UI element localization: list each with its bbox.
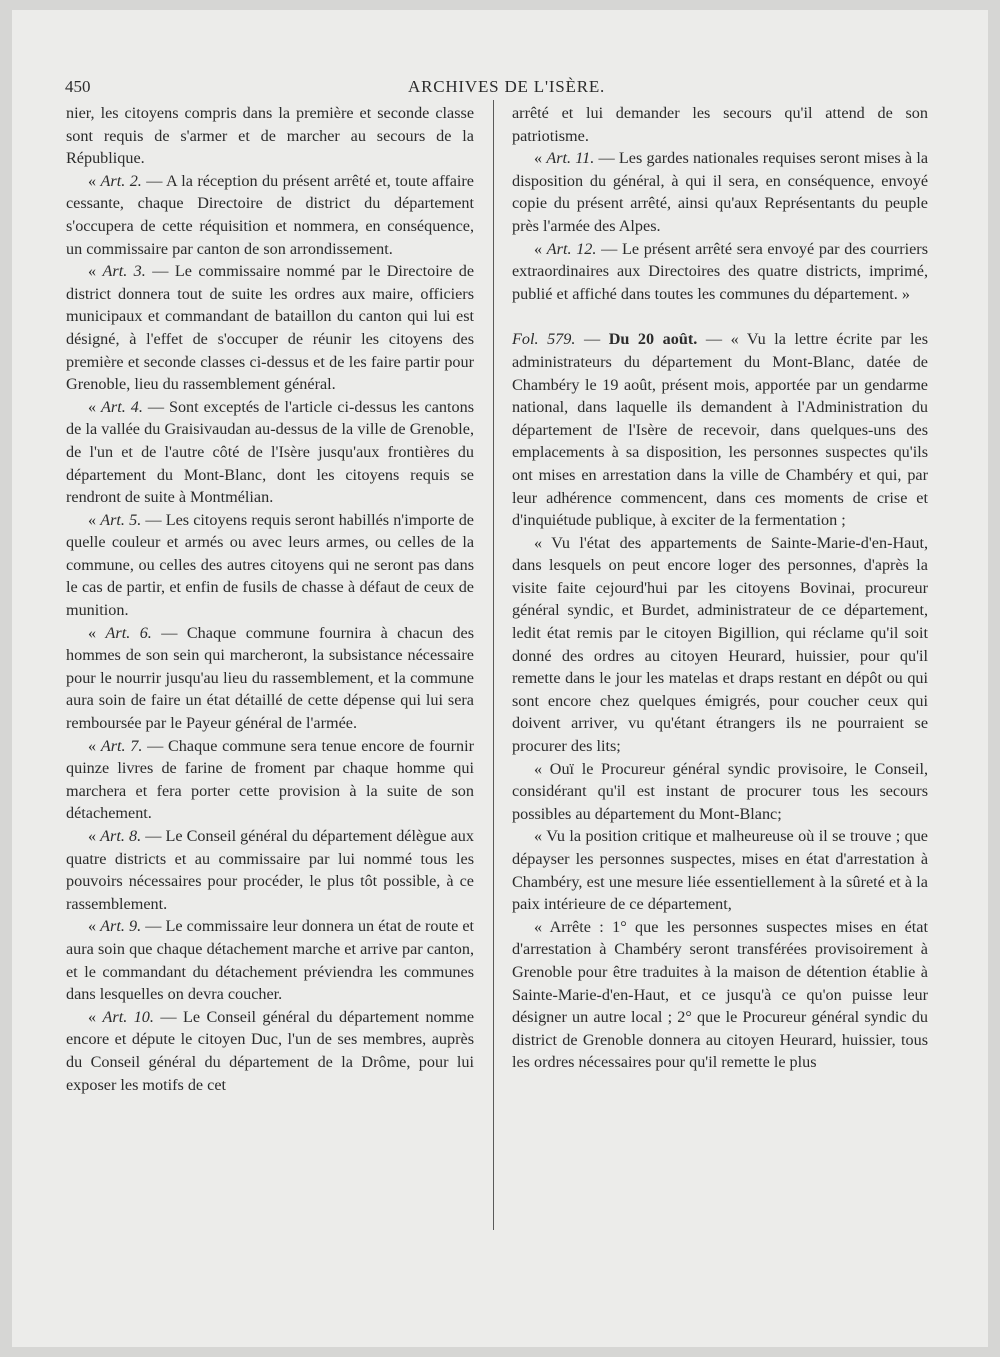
- article-label: Art. 8.: [100, 827, 142, 845]
- paragraph: [66, 509, 474, 622]
- article-label: Fol. 579.: [512, 330, 576, 349]
- left-column: [66, 102, 474, 1096]
- running-title: ARCHIVES DE L'ISÈRE.: [408, 77, 606, 96]
- date-heading: Du 20 août.: [608, 330, 698, 349]
- text-run: — Le commissaire leur donnera un état de route et aura soin que chaque détachement marche et arrive par canton, et le commandant du détachement préviendra les communes dans lesquelles on devra coucher.: [66, 917, 475, 1004]
- text-run: « Vu la position critique et malheureuse où il se trouve ; que dépayser les personnes suspectes, mises en état d'arrestation à Chambéry, est une mesure liée essentiellement à la sûreté et à la paix intérieure de ce département,: [512, 827, 928, 914]
- paragraph: [66, 915, 474, 1005]
- paragraph: [512, 825, 928, 915]
- text-run: «: [88, 827, 101, 845]
- article-label: Art. 4.: [101, 397, 143, 416]
- article-label: Art. 7.: [100, 736, 143, 755]
- text-run: «: [534, 149, 547, 168]
- text-run: nier, les citoyens compris dans la première et seconde classe sont requis de s'armer et de marcher au secours de la République.: [66, 104, 474, 168]
- text-run: — Chaque commune fournira à chacun des hommes de son sein qui marcheront, la subsistance nécessaire pour le nourrir jusqu'au lieu du rassemblement, et la commune aura soin de faire un état détaillé de cette dépense qui lui sera remboursée par le Payeur général de l'armée.: [66, 623, 475, 733]
- paragraph: [512, 758, 928, 826]
- text-run: «: [88, 171, 101, 190]
- paragraph: [66, 622, 474, 735]
- paragraph: [512, 238, 928, 306]
- article-label: Art. 10.: [102, 1007, 154, 1026]
- paragraph: [66, 102, 474, 170]
- paragraph: [66, 170, 474, 260]
- paragraph: [512, 102, 928, 147]
- article-label: Art. 5.: [100, 510, 142, 529]
- paragraph: [512, 916, 928, 1074]
- text-run: «: [88, 397, 102, 416]
- article-label: Art. 9.: [100, 917, 142, 936]
- text-run: — « Vu la lettre écrite par les administrateurs du département du Mont-Blanc, datée de Chambéry le 19 août, présent mois, apportée par un gendarme national, dans laquelle ils demandent à l'Administration du département de l'Isère de recevoir, dans quelques-uns des emplacements à sa disposition, les personnes suspectes qu'ils ont mises en arrestation dans la ville de Chambéry et qui, par leur adhérence commencent, dans ces moments de crise et d'inquiétude publique, à exciter de la fermentation ;: [512, 330, 928, 530]
- text-run: —: [575, 330, 609, 349]
- paragraph: [512, 532, 928, 758]
- text-run: «: [88, 736, 101, 755]
- article-label: Art. 6.: [105, 623, 152, 642]
- article-label: Art. 2.: [100, 171, 142, 190]
- text-run: — Sont exceptés de l'article ci-dessus les cantons de la vallée du Graisivaudan au-dessus de la ville de Grenoble, de l'un et de l'autre côté de l'Isère jusqu'aux frontières du département du Mont-Blanc, dont les citoyens requis se rendront de suite à Montmélian.: [66, 397, 474, 507]
- article-label: Art. 12.: [546, 239, 597, 258]
- text-run: — Le Conseil général du département délègue aux quatre districts et au commissaire par lui nommé tous les pouvoirs nécessaires pour procéder, le plus tôt possible, à ce rassemblement.: [66, 827, 474, 913]
- paragraph: [66, 396, 474, 509]
- text-run: «: [88, 917, 101, 936]
- paragraph: [512, 147, 928, 237]
- text-run: — Le présent arrêté sera envoyé par des courriers extraordinaires aux Directoires des quatre districts, imprimé, publié et affiché dans toutes les communes du département. »: [512, 239, 929, 303]
- paragraph: [66, 735, 474, 825]
- text-run: — Les gardes nationales requises seront mises à la disposition du général, à qui il sera, en conséquence, envoyé copie du présent arrêté, ainsi qu'aux Représentants du peuple près l'armée des Alpes.: [512, 149, 929, 235]
- article-label: Art. 11.: [546, 149, 595, 168]
- paragraph: [66, 1006, 474, 1096]
- text-run: «: [88, 1007, 103, 1026]
- text-run: — Chaque commune sera tenue encore de fournir quinze livres de farine de froment par chaque homme qui marchera et fera porter cette provision à la suite de son détachement.: [66, 736, 475, 823]
- column-divider: [493, 100, 494, 1230]
- text-run: « Vu l'état des appartements de Sainte-Marie-d'en-Haut, dans lesquels on peut encore loger des personnes, d'après la visite faite cejourd'hui par les citoyens Bovinai, procureur général syndic, et Burdet, administrateur de ce département, ledit état remis par le citoyen Bigillion, qui réclame qu'il soit donné des ordres au citoyen Heurard, huissier, pour qu'il remette dans le jour les matelas et draps restant en dépôt ou qui sont encore chez quelques émigrés, pour coucher ceux qui doivent arriver, vu qu'étant étrangers ils ne pourraient se procurer des lits;: [512, 533, 928, 756]
- text-run: «: [88, 262, 103, 281]
- text-run: — Le Conseil général du département nomme encore et députe le citoyen Duc, l'un de ses membres, auprès du Conseil général du département de la Drôme, pour lui exposer les motifs de cet: [66, 1007, 475, 1094]
- paragraph: [66, 260, 474, 396]
- text-run: — Le commissaire nommé par le Directoire de district donnera tout de suite les ordres aux maire, officiers municipaux et commandant de bataillon du canton qui lui est désigné, à l'effet de s'occuper de réunir les citoyens des première et seconde classes ci-dessus et de les faire partir pour Grenoble, lieu du rassemblement général.: [66, 262, 475, 394]
- text-run: arrêté et lui demander les secours qu'il attend de son patriotisme.: [512, 104, 928, 145]
- article-label: Art. 3.: [102, 262, 146, 281]
- paragraph: [512, 305, 928, 328]
- text-run: «: [534, 239, 547, 258]
- right-column: [512, 102, 928, 1074]
- paragraph: [66, 825, 474, 915]
- page-header: [0, 74, 1000, 98]
- text-run: — A la réception du présent arrêté et, toute affaire cessante, chaque Directoire de district du département s'occupera de cette réquisition et nommera, en conséquence, un commissaire par canton de son arrondissement.: [66, 171, 474, 258]
- text-run: « Arrête : 1° que les personnes suspectes mises en état d'arrestation à Chambéry seront transférées provisoirement à Grenoble pour être traduites à la maison de détention établie à Sainte-Marie-d'en-Haut, et ce jusqu'à ce qu'on puisse leur désigner un autre local ; 2° que le Procureur général syndic du district de Grenoble donnera au citoyen Heurard, huissier, tous les ordres nécessaires pour qu'il remette le plus: [512, 917, 928, 1072]
- text-run: «: [88, 510, 101, 529]
- text-run: — Les citoyens requis seront habillés n'importe de quelle couleur et armés ou avec leurs armes, ou celles de la commune, ou celles des autres citoyens qui ne seront pas dans le cas de partir, et enfin de fusils de chasse à défaut de ceux de munition.: [66, 510, 474, 620]
- paragraph: [512, 328, 928, 531]
- page-number: 450: [65, 77, 91, 96]
- text-run: «: [88, 623, 106, 642]
- text-run: « Ouï le Procureur général syndic provisoire, le Conseil, considérant qu'il est instant de procurer tous les secours possibles au département du Mont-Blanc;: [512, 759, 928, 823]
